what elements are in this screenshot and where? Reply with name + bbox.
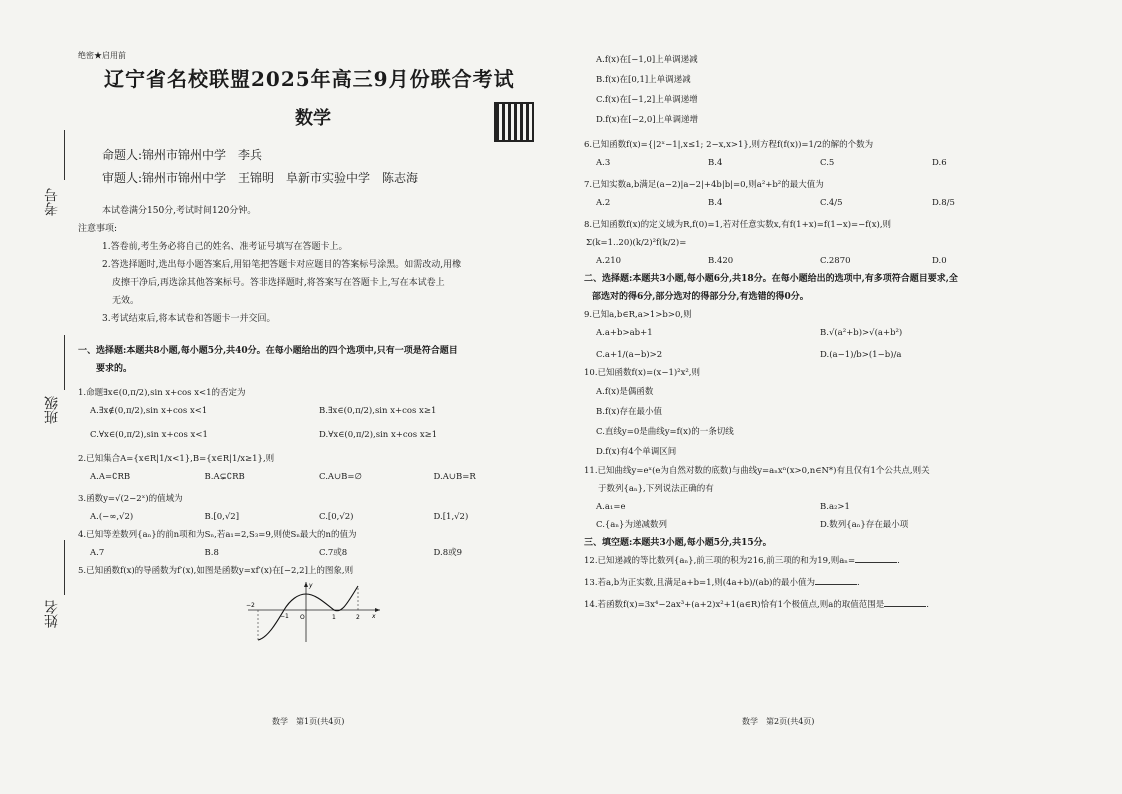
exam-no-label: 考号 bbox=[44, 188, 60, 216]
option-3a: A.(−∞,√2) bbox=[90, 512, 134, 522]
option-7d: D.8/5 bbox=[932, 198, 955, 208]
question-1-options bbox=[78, 402, 548, 444]
question-8-sum: Σ(k=1..20)(k/2)²f(k/2)= bbox=[586, 238, 687, 248]
note-1: 1.答卷前,考生务必将自己的姓名、准考证号填写在答题卡上。 bbox=[102, 242, 348, 252]
option-1c: C.∀x∈(0,π/2),sin x+cos x<1 bbox=[90, 430, 208, 440]
option-1b: B.∃x∈(0,π/2),sin x+cos x≥1 bbox=[319, 406, 437, 416]
question-10: 10.已知函数f(x)=(x−1)²x²,则 bbox=[584, 368, 700, 378]
option-10c: C.直线y=0是曲线y=f(x)的一条切线 bbox=[596, 427, 734, 437]
question-14-text: 14.若函数f(x)=3x⁴−2ax³+(a+2)x²+1(a∈R)恰有1个极值点,则a的取值范围是 bbox=[584, 600, 885, 610]
section-1-heading: 一、选择题:本题共8小题,每小题5分,共40分。在每小题给出的四个选项中,只有一项是符合题目 bbox=[78, 346, 458, 356]
option-8d: D.0 bbox=[932, 256, 947, 266]
page-2-footer: 数学 第2页(共4页) bbox=[742, 717, 815, 726]
option-10a: A.f(x)是偶函数 bbox=[596, 387, 654, 397]
option-2d: D.A∪B=R bbox=[433, 472, 476, 482]
option-1d: D.∀x∈(0,π/2),sin x+cos x≥1 bbox=[319, 430, 438, 440]
option-5d: D.f(x)在[−2,0]上单调递增 bbox=[596, 115, 699, 125]
question-3: 3.函数y=√(2−2ˣ)的值域为 bbox=[78, 494, 183, 504]
option-7a: A.2 bbox=[596, 198, 611, 208]
question-1: 1.命题∃x∈(0,π/2),sin x+cos x<1的否定为 bbox=[78, 388, 246, 398]
question-8: 8.已知函数f(x)的定义域为R,f(0)=1,若对任意实数x,有f(1+x)=f(1−x)=−f(x),则 bbox=[584, 220, 892, 230]
question-5-options bbox=[584, 50, 1044, 130]
label-2: 2 bbox=[356, 614, 360, 621]
option-8a: A.210 bbox=[596, 256, 622, 266]
binding-margin bbox=[0, 0, 80, 794]
question-9: 9.已知a,b∈R,a>1>b>0,则 bbox=[584, 310, 692, 320]
option-6d: D.6 bbox=[932, 158, 947, 168]
option-5b: B.f(x)在[0,1]上单调递减 bbox=[596, 75, 691, 85]
option-3d: D.[1,√2) bbox=[433, 512, 469, 522]
derivative-graph bbox=[244, 580, 384, 644]
page-1 bbox=[78, 50, 548, 648]
section-2-heading-cont: 部选对的得6分,部分选对的得部分分,有选错的得0分。 bbox=[592, 292, 809, 302]
option-7b: B.4 bbox=[708, 198, 723, 208]
option-11a: A.a₁=e bbox=[596, 502, 626, 512]
question-11: 11.已知曲线y=eˣ(e为自然对数的底数)与曲线y=aₙxⁿ(x>0,n∈N*)有且仅有1个公共点,则关 bbox=[584, 466, 930, 476]
authors bbox=[78, 144, 548, 190]
question-4: 4.已知等差数列{aₙ}的前n项和为Sₙ,若a₁=2,S₃=9,则使Sₙ最大的n的值为 bbox=[78, 530, 357, 540]
question-5: 5.已知函数f(x)的导函数为f′(x),如图是函数y=xf′(x)在[−2,2]上的图象,则 bbox=[78, 566, 354, 576]
question-9-options bbox=[584, 324, 1044, 364]
option-6b: B.4 bbox=[708, 158, 723, 168]
option-4d: D.8或9 bbox=[433, 548, 463, 558]
option-11b: B.a₂>1 bbox=[820, 502, 850, 512]
question-7-options bbox=[584, 194, 1044, 212]
label-y: y bbox=[309, 582, 313, 589]
option-2c: C.A∪B=∅ bbox=[319, 472, 362, 482]
qr-code-icon bbox=[494, 102, 534, 142]
label-neg1: −1 bbox=[280, 613, 289, 620]
label-x: x bbox=[372, 613, 376, 620]
answer-blank-13[interactable] bbox=[815, 574, 857, 585]
class-line bbox=[64, 335, 65, 390]
answer-blank-12[interactable] bbox=[855, 552, 897, 563]
question-11-cont: 于数列{aₙ},下列说法正确的有 bbox=[598, 484, 714, 494]
option-5c: C.f(x)在[−1,2]上单调递增 bbox=[596, 95, 698, 105]
question-2-options bbox=[78, 468, 548, 486]
option-7c: C.4/5 bbox=[820, 198, 843, 208]
question-3-options bbox=[78, 508, 548, 526]
label-origin: O bbox=[300, 614, 305, 621]
option-4b: B.8 bbox=[204, 548, 219, 558]
option-8c: C.2870 bbox=[820, 256, 851, 266]
note-2a: 2.答选择题时,选出每小题答案后,用铅笔把答题卡对应题目的答案标号涂黑。如需改动,用橡 bbox=[102, 260, 462, 270]
author-line-2: 审题人:锦州市锦州中学 王锦明 阜新市实验中学 陈志海 bbox=[102, 171, 419, 185]
label-neg2: −2 bbox=[246, 602, 255, 609]
option-11c: C.{aₙ}为递减数列 bbox=[596, 520, 667, 530]
question-12: 12.已知递减的等比数列{aₙ},前三项的积为216,前三项的和为19,则aₙ= . bbox=[584, 552, 1044, 570]
option-11d: D.数列{aₙ}存在最小项 bbox=[820, 520, 909, 530]
option-9d: D.(a−1)/b>(1−b)/a bbox=[820, 350, 902, 360]
option-5a: A.f(x)在[−1,0]上单调递减 bbox=[596, 55, 698, 65]
note-3: 3.考试结束后,将本试卷和答题卡一并交回。 bbox=[102, 314, 276, 324]
name-label: 姓名 bbox=[44, 600, 60, 628]
label-1: 1 bbox=[332, 614, 336, 621]
author-line-1: 命题人:锦州市锦州中学 李兵 bbox=[102, 148, 263, 162]
option-9b: B.√(a²+b)>√(a+b²) bbox=[820, 328, 903, 338]
subject-title: 数学 bbox=[295, 108, 331, 129]
option-4a: A.7 bbox=[90, 548, 105, 558]
option-3c: C.[0,√2) bbox=[319, 512, 354, 522]
page-1-footer: 数学 第1页(共4页) bbox=[272, 717, 345, 726]
question-2: 2.已知集合A={x∈R|1/x<1},B={x∈R|1/x≥1},则 bbox=[78, 454, 275, 464]
question-6-options bbox=[584, 154, 1044, 172]
option-8b: B.420 bbox=[708, 256, 734, 266]
exam-no-line bbox=[64, 130, 65, 180]
question-11-options bbox=[584, 498, 1044, 534]
question-13-text: 13.若a,b为正实数,且满足a+b=1,则(4a+b)/(ab)的最小值为 bbox=[584, 578, 815, 588]
answer-blank-14[interactable] bbox=[884, 596, 926, 607]
option-2a: A.A=∁RB bbox=[90, 472, 131, 482]
option-6c: C.5 bbox=[820, 158, 835, 168]
note-2c: 无效。 bbox=[112, 296, 140, 306]
option-9c: C.a+1/(a−b)>2 bbox=[596, 350, 663, 360]
option-9a: A.a+b>ab+1 bbox=[596, 328, 653, 338]
notes-title: 注意事项: bbox=[78, 224, 118, 234]
question-10-options bbox=[584, 382, 1044, 462]
section-1-heading-cont: 要求的。 bbox=[96, 364, 133, 374]
x-axis-arrow bbox=[375, 608, 380, 612]
question-12-text: 12.已知递减的等比数列{aₙ},前三项的积为216,前三项的和为19,则aₙ= bbox=[584, 556, 856, 566]
name-line bbox=[64, 540, 65, 595]
y-axis-arrow bbox=[304, 582, 308, 587]
question-8-options bbox=[584, 252, 1044, 270]
curve-xfprime bbox=[258, 586, 358, 640]
option-2b: B.A⊊∁RB bbox=[204, 472, 245, 482]
exam-title: 辽宁省名校联盟2025年高三9月份联合考试 bbox=[104, 67, 515, 91]
class-label: 班级 bbox=[44, 396, 60, 424]
exam-intro: 本试卷满分150分,考试时间120分钟。 bbox=[102, 206, 257, 216]
option-3b: B.[0,√2] bbox=[204, 512, 240, 522]
section-3-heading: 三、填空题:本题共3小题,每小题5分,共15分。 bbox=[584, 538, 772, 548]
option-10b: B.f(x)存在最小值 bbox=[596, 407, 663, 417]
question-7: 7.已知实数a,b满足(a−2)|a−2|+4b|b|=0,则a²+b²的最大值为 bbox=[584, 180, 824, 190]
secret-mark: 绝密★启用前 bbox=[78, 51, 126, 60]
question-13: 13.若a,b为正实数,且满足a+b=1,则(4a+b)/(ab)的最小值为 . bbox=[584, 574, 1044, 592]
option-10d: D.f(x)有4个单调区间 bbox=[596, 447, 677, 457]
section-2-heading: 二、选择题:本题共3小题,每小题6分,共18分。在每小题给出的选项中,有多项符合题目要求,全 bbox=[584, 274, 958, 284]
option-1a: A.∃x∉(0,π/2),sin x+cos x<1 bbox=[90, 406, 208, 416]
question-14: 14.若函数f(x)=3x⁴−2ax³+(a+2)x²+1(a∈R)恰有1个极值点,则a的取值范围是 . bbox=[584, 596, 1044, 614]
question-4-options bbox=[78, 544, 548, 562]
option-6a: A.3 bbox=[596, 158, 611, 168]
note-2b: 皮擦干净后,再选涂其他答案标号。答非选择题时,将答案写在答题卡上,写在本试卷上 bbox=[112, 278, 445, 288]
question-6: 6.已知函数f(x)={|2ˣ−1|,x≤1; 2−x,x>1},则方程f(f(x))=1/2的解的个数为 bbox=[584, 140, 874, 150]
page-2 bbox=[584, 50, 1044, 614]
option-4c: C.7或8 bbox=[319, 548, 348, 558]
